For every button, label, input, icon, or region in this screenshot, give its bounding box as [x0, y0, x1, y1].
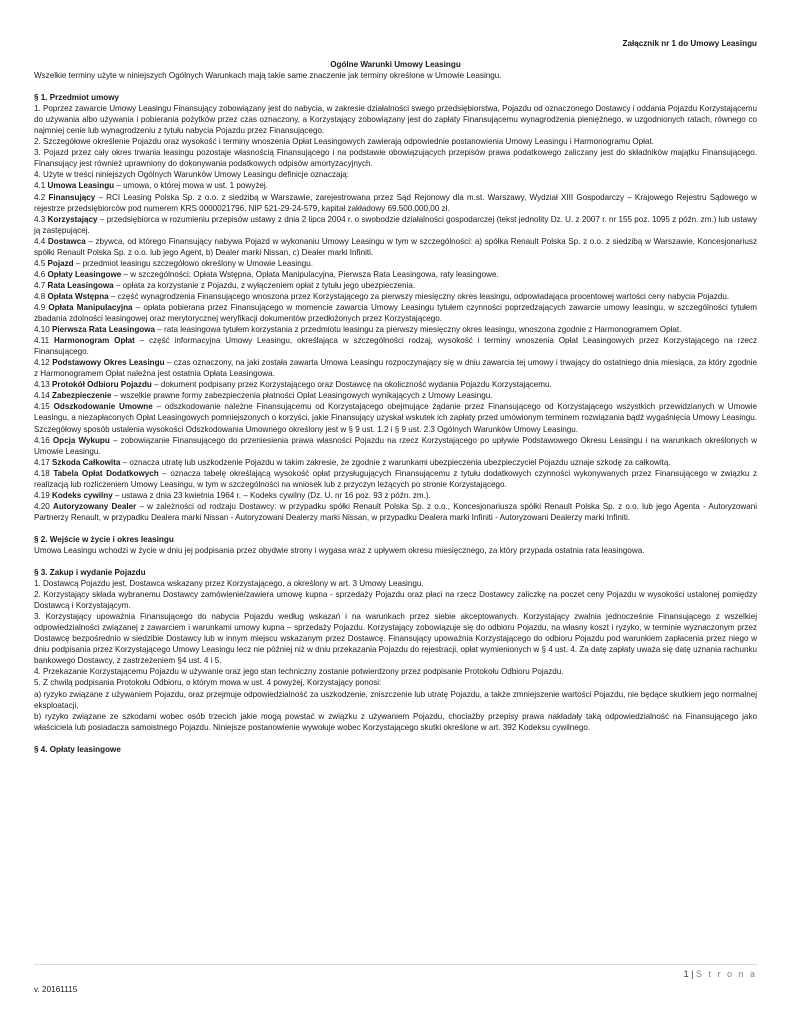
definition-item [34, 357, 757, 379]
definition-term: Umowa Leasingu [47, 181, 115, 191]
definition-item [34, 435, 757, 457]
definition-term: Opłata Manipulacyjna [48, 302, 133, 312]
section-3-para-4: 4. Przekazanie Korzystającemu Pojazdu w używanie oraz jego stan techniczny zostanie potwierdzony przez podpisanie Protokołu Odbioru Pojazdu. [34, 667, 564, 677]
definition-text: – umowa, o której mowa w ust. 1 powyżej. [114, 181, 268, 191]
definition-item [34, 180, 757, 191]
definition-item [34, 490, 757, 501]
definition-number: 4.5 [34, 258, 46, 268]
definition-number: 4.9 [34, 302, 46, 312]
section-3-para-5b: b) ryzyko związane ze szkodami wobec osób trzecich jakie mogą powstać w związku z używaniem Pojazdu, chociażby przepisy prawa nakładały taką odpowiedzialność na Finansującego jako właściciela lub posiadacza samoistnego Pojazdu. Niniejsze postanowienie wywołuje wobec Korzystającego skutki określone w art. 392 Kodeksu cywilnego. [34, 711, 757, 732]
definition-text: – rata leasingowa tytułem korzystania z przedmiotu leasingu za pierwszy miesięczny okres leasingu, wnoszona zgodnie z Harmonogramem Opłat. [155, 325, 682, 335]
definition-number: 4.7 [34, 280, 46, 290]
section-1-para-4: 4. Użyte w treści niniejszych Ogólnych Warunków Umowy Leasingu definicje oznaczają: [34, 170, 350, 180]
definition-text: – zbywca, od którego Finansujący nabywa Pojazd w wykonaniu Umowy Leasingu w tym w szczególności: a) spółka Renault Polska Sp. z o.o. z siedzibą w Warszawie, Koncesjonariusz spółki Renault Polska Sp. z o.o. lub jego Agent, b) Dealer marki Nissan, c) Dealer marki Infiniti. [34, 236, 758, 257]
definition-number: 4.8 [34, 291, 46, 301]
page-number [684, 969, 757, 979]
intro-paragraph: Wszelkie terminy użyte w niniejszych Ogólnych Warunkach mają takie same znaczenie jak terminy określone w Umowie Leasingu. [34, 71, 502, 81]
definition-term: Protokół Odbioru Pojazdu [52, 380, 152, 390]
definition-text: – oznacza tabelę określającą wysokość opłat przysługujących Finansującemu z tytułu dodatkowych czynności wykonywanych przez Finansującego w związku z realizacją lub rozliczeniem Umowy Leasingu, w tym w szczególności na wniosek lub z przyczyn leżących po stronie Korzystającego. [34, 468, 757, 489]
document-page [34, 0, 757, 755]
definition-number: 4.14 [34, 391, 50, 401]
definition-item [34, 390, 757, 401]
definition-text: – przedmiot leasingu szczegółowo określony w Umowie Leasingu. [73, 258, 313, 268]
section-3-para-5: 5. Z chwilą podpisania Protokołu Odbioru, o którym mowa w ust. 4 powyżej, Korzystający ponosi: [34, 678, 382, 688]
definition-term: Odszkodowanie Umowne [53, 402, 153, 412]
definition-term: Autoryzowany Dealer [52, 501, 137, 511]
definition-item [34, 291, 757, 302]
section-3-para-3: 3. Korzystający upoważnia Finansującego do nabycia Pojazdu według wskazań i na warunkach przez siebie akceptowanych. Korzystający zwalnia jednocześnie Finansującego z wszelkiej odpowiedzialności związanej z zawarciem i warunkami umowy kupna – sprzedaży Pojazdu. Korzystający zobowiązuje się do odbioru Pojazdu, na własny koszt i ryzyko, w terminie wyznaczonym przez Dostawcę bezpośrednio w siedzibie Dostawcy lub w innym miejscu wskazanym przez Dostawcę. Finansujący upoważnia Korzystającego do odbioru Pojazdu pod warunkiem zapłacenia przez niego w dniu podpisania przez Korzystającego Umowy Leasingu lecz nie później niż w dniu przekazania Pojazdu do rejestracji, opłat wymienionych w § 4 ust. 4. Za datę zapłaty uważa się datę uznania rachunku bankowego Dostawcy, z zastrzeżeniem §4 ust. 4 i 5. [34, 612, 757, 666]
definition-text: – odszkodowanie należne Finansującemu od Korzystającego obejmujące żądanie przez Finansującego od Korzystającego wszystkich przewidzianych w Umowie Leasingu, a niezapłaconych Opłat Leasingowych pomniejszonych o korzyści, jakie Finansujący uzyskał wskutek ich zapłaty przed umówionym terminem rozwiązania bądź wygaśnięcia Umowy Leasingu. Szczegółowy sposób ustalenia wysokości Odszkodowania Umownego określony jest w § 9 ust. 1.2 i § 9 ust. 2.3 Ogólnych Warunków Umowy Leasingu. [34, 402, 757, 434]
section-2-heading: § 2. Wejście w życie i okres leasingu [34, 534, 174, 544]
definition-number: 4.16 [34, 435, 50, 445]
definition-text: – część wynagrodzenia Finansującego wnoszona przez Korzystającego za pierwszy miesięczny okres leasingu, odpowiadająca procentowej wartości ceny nabycia Pojazdu. [108, 291, 730, 301]
section-1-para-2: 2. Szczegółowe określenie Pojazdu oraz wysokość i terminy wnoszenia Opłat Leasingowych zawierają odpowiednie postanowienia Umowy Leasingu i Harmonogramu Opłat. [34, 137, 654, 147]
document-title: Ogólne Warunki Umowy Leasingu [330, 60, 461, 69]
definition-number: 4.13 [34, 380, 53, 390]
section-1-para-1: 1. Poprzez zawarcie Umowy Leasingu Finansujący zobowiązany jest do nabycia, w zakresie działalności swego przedsiębiorstwa, Pojazdu od oznaczonego Dostawcy i oddania Pojazdu Korzystającemu do używania albo używania i pobierania pożytków przez czas oznaczony, a Korzystający zobowiązany jest do zapłaty Finansującemu wynagrodzenia pieniężnego, w uzgodnionych ratach, równego co najmniej cenie lub wynagrodzeniu z tytułu nabycia Pojazdu przez Finansującego. [34, 104, 757, 136]
section-2 [34, 534, 757, 556]
definition-item [34, 335, 757, 357]
definition-term: Korzystający [47, 214, 98, 224]
definition-text: – opłata za korzystanie z Pojazdu, z wyłączeniem opłat z tytułu jego ubezpieczenia. [113, 280, 416, 290]
definition-item [34, 501, 757, 523]
section-4-heading: § 4. Opłaty leasingowe [34, 744, 121, 754]
version-label: v. 20161115 [34, 985, 78, 994]
spacer [34, 733, 757, 744]
page-number-separator: | [688, 969, 696, 979]
definition-number: 4.17 [34, 457, 50, 467]
definition-item [34, 269, 757, 280]
section-2-para-1: Umowa Leasingu wchodzi w życie w dniu jej podpisania przez obydwie strony i wygasa wraz z upływem okresu miesięcznego, za który przypada ostatnia rata leasingowa. [34, 545, 645, 555]
definition-number: 4.15 [34, 402, 50, 412]
definitions-list [34, 180, 757, 522]
definition-item [34, 468, 757, 490]
definition-text: – w zależności od rodzaju Dostawcy: w przypadku spółki Renault Polska Sp. z o.o., Koncesjonariusza spółki Renault Polska Sp. z o.o. lub jego Agenta - Autoryzowani Partnerzy Renault, w przypadku Dealera marki Nissan - Autoryzowani Dealerzy marki Nissan, w przypadku Dealera marki Infiniti - Autoryzowani Dealerzy marki Infiniti. [34, 501, 758, 522]
definition-number: 4.2 [34, 192, 46, 202]
definition-term: Rata Leasingowa [47, 280, 114, 290]
definition-text: – część informacyjna Umowy Leasingu, określająca w szczególności rodzaj, wysokość i terminy wnoszenia Opłat Leasingowych przez Korzystającego na rzecz Finansującego. [34, 336, 758, 357]
definition-term: Podstawowy Okres Leasingu [52, 358, 165, 368]
definition-item [34, 214, 757, 236]
section-3-para-2: 2. Korzystający składa wybranemu Dostawcy zamówienie/zawiera umowę kupna - sprzedaży Pojazdu oraz płaci na rzecz Dostawcy zaliczkę na poczet ceny Pojazdu w wysokości ustalonej pomiędzy Dostawcą i Korzystającym. [34, 590, 757, 611]
definition-text: – w szczególności: Opłata Wstępna, Opłata Manipulacyjna, Pierwsza Rata Leasingowa, raty leasingowe. [121, 269, 499, 279]
definition-term: Dostawca [47, 236, 86, 246]
definition-item [34, 401, 757, 434]
definition-term: Finansujący [48, 192, 96, 202]
spacer [34, 81, 757, 92]
definition-text: – przedsiębiorca w rozumieniu przepisów ustawy z dnia 2 lipca 2004 r. o swobodzie działalności gospodarczej (tekst jednolity Dz. U. z 2007 r. nr 155 poz. 1095 z późn. zm.) lub ustawy ją zastępującej. [34, 214, 758, 235]
definition-term: Opcja Wykupu [52, 435, 110, 445]
definition-term: Harmonogram Opłat [54, 336, 135, 346]
definition-number: 4.20 [34, 501, 50, 511]
page-label: S t r o n a [695, 969, 757, 979]
definition-number: 4.10 [34, 325, 50, 335]
section-1-heading: § 1. Przedmiot umowy [34, 93, 120, 103]
definition-item [34, 192, 757, 214]
definition-term: Kodeks cywilny [52, 490, 113, 500]
definition-text: – wszelkie prawne formy zabezpieczenia płatności Opłat Leasingowych wynikających z Umowy Leasingu. [111, 391, 493, 401]
spacer [34, 523, 757, 534]
definition-number: 4.3 [34, 214, 46, 224]
definition-item [34, 324, 757, 335]
definition-number: 4.11 [34, 336, 50, 346]
definition-term: Opłaty Leasingowe [47, 269, 122, 279]
definition-number: 4.18 [34, 468, 50, 478]
definition-term: Szkoda Całkowita [52, 457, 121, 467]
definition-text: – opłata pobierana przez Finansującego w momencie zawarcia Umowy Leasingu tytułem czynności poprzedzających zawarcie umowy leasingu, w szczególności tytułem zbadania zdolności leasingowej oraz merytorycznej weryfikacji dokumentów przedłożonych przez Korzystającego. [34, 302, 757, 324]
definition-number: 4.4 [34, 236, 46, 246]
section-1 [34, 92, 757, 523]
page-number-value: 1 [683, 969, 689, 979]
definition-number: 4.1 [34, 181, 46, 191]
definition-term: Tabela Opłat Dodatkowych [53, 468, 159, 478]
definition-term: Zabezpieczenie [52, 391, 112, 401]
section-3-para-5a: a) ryzyko związane z używaniem Pojazdu, oraz przejmuje odpowiedzialność za uszkodzenie, zniszczenie lub utratę Pojazdu, a także zmniejszenie wartości Pojazdu, nie będące skutkiem jego normalnej eksploatacji, [34, 689, 757, 710]
section-1-para-3: 3. Pojazd przez cały okres trwania leasingu pozostaje własnością Finansującego i na podstawie obowiązujących przepisów prawa podatkowego zaliczany jest do składników majątku Finansującego. Finansujący jest również uprawniony do dokonywania podatkowych odpisów amortyzacyjnych. [34, 148, 757, 169]
definition-number: 4.6 [34, 269, 46, 279]
definition-term: Pojazd [47, 258, 74, 268]
definition-term: Opłata Wstępna [47, 291, 109, 301]
spacer [34, 556, 757, 567]
definition-item [34, 457, 757, 468]
definition-item [34, 258, 757, 269]
definition-item [34, 236, 757, 258]
section-3-para-1: 1. Dostawcą Pojazdu jest, Dostawca wskazany przez Korzystającego, a określony w art. 3 Umowy Leasingu. [34, 579, 424, 589]
definition-text: – ustawa z dnia 23 kwietnia 1964 r. – Kodeks cywilny (Dz. U. nr 16 poz. 93 z późn. zm.). [112, 490, 431, 500]
definition-text: – czas oznaczony, na jaki została zawarta Umowa Leasingu rozpoczynający się w dniu zawarcia tej umowy i trwający do ostatniego dnia miesiąca, za który zgodnie z Harmonogramem Opłat należna jest ostatnia Opłata Leasingowa. [34, 358, 757, 379]
definition-item [34, 302, 757, 324]
definition-number: 4.12 [34, 358, 50, 368]
definition-number: 4.19 [34, 490, 50, 500]
annex-header: Załącznik nr 1 do Umowy Leasingu [622, 39, 757, 48]
definition-item [34, 379, 757, 390]
definition-term: Pierwsza Rata Leasingowa [52, 325, 156, 335]
section-3 [34, 567, 757, 733]
section-3-heading: § 3. Zakup i wydanie Pojazdu [34, 568, 146, 578]
definition-text: – dokument podpisany przez Korzystającego oraz Dostawcę na okoliczność wydania Pojazdu Korzystającemu. [151, 380, 552, 390]
definition-text: – zobowiązanie Finansującego do przeniesienia prawa własności Pojazdu na rzecz Korzystającego po upływie Podstawowego Okresu Leasingu i na warunkach określonych w Umowie Leasingu. [34, 435, 757, 456]
definition-item [34, 280, 757, 291]
definition-text: – oznacza utratę lub uszkodzenie Pojazdu w takim zakresie, że zgodnie z warunkami ubezpieczenia ubezpieczyciel Pojazdu uznaje szkodę za całkowitą. [120, 457, 671, 467]
footer-divider [34, 964, 757, 965]
definition-text: – RCI Leasing Polska Sp. z o.o. z siedzibą w Warszawie, zarejestrowana przez Sąd Rejonowy dla m.st. Warszawy, Wydział XIII Gospodarczy – Krajowego Rejestru Sądowego w rejestrze przedsiębiorców pod numerem KRS 0000021796, NIP 521-29-24-579, kapitał zakładowy 69.500.000,00 zł. [34, 192, 757, 213]
